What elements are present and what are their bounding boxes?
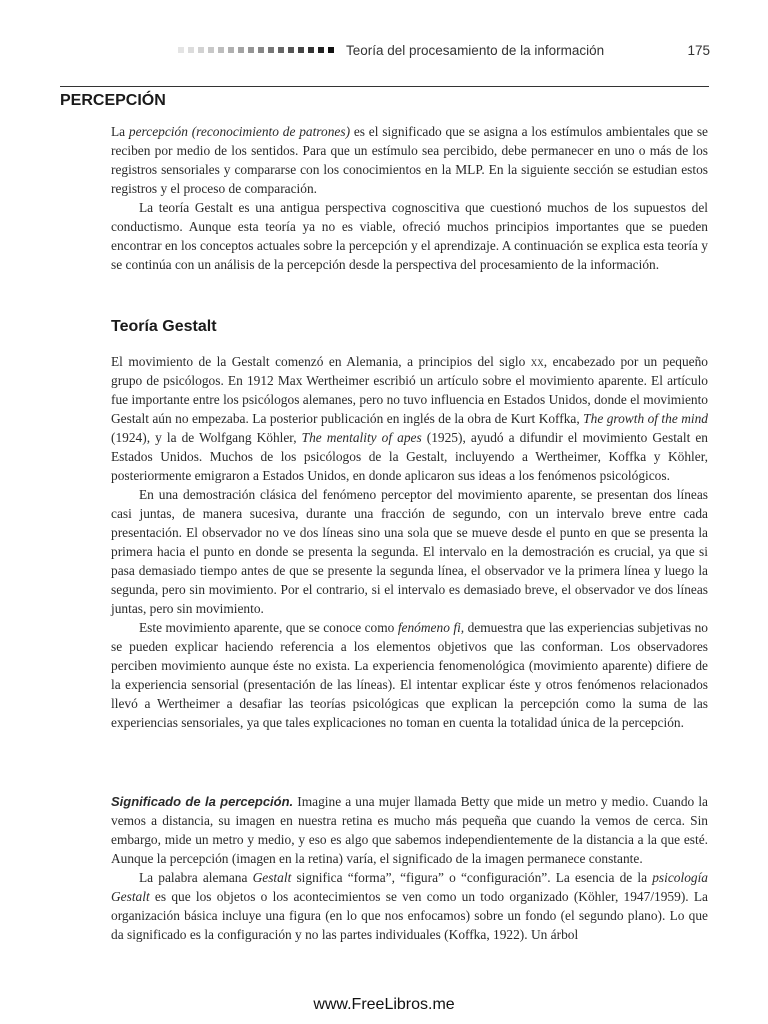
running-header [178,40,710,60]
gestalt-paragraph-1: El movimiento de la Gestalt comenzó en Alemania, a principios del siglo xx, encabezado por un pequeño grupo de psicólogos. En 1912 Max Wertheimer escribió un artículo sobre el movimiento aparente. El artículo fue importante entre los psicólogos alemanes, pero no tuvo influencia en Estados Unidos, donde el movimiento Gestalt aún no empezaba. La posterior publicación en inglés de la obra de Kurt Koffka, The growth of the mind (1924), y la de Wolfgang Köhler, The mentality of apes (1925), ayudó a difundir el movimiento Gestalt en Estados Unidos. Muchos de los psicólogos de la Gestalt, incluyendo a Wertheimer, Koffka y Köhler, posteriormente emigraron a Estados Unidos, en donde aplicaron sus ideas a los fenómenos psicológicos. [111,354,709,483]
intro-paragraph-2: La teoría Gestalt es una antigua perspectiva cognoscitiva que cuestionó muchos de los supuestos del conductismo. Aunque esta teoría ya no es viable, ofreció muchos principios importantes que se pueden encontrar en los conceptos actuales sobre la percepción y el aprendizaje. A continuación se explica esta teoría y se continúa con un análisis de la percepción desde la perspectiva del procesamiento de la información. [111,200,708,272]
header-dot [268,47,274,53]
header-rule [60,86,709,87]
significado-text [111,792,708,944]
header-dot [218,47,224,53]
running-title: Teoría del procesamiento de la información [346,42,605,58]
gestalt-text [111,352,708,732]
footer-url: www.FreeLibros.me [313,996,455,1013]
subsection-title: Teoría Gestalt [111,318,217,335]
header-dot [298,47,304,53]
header-dot [278,47,284,53]
section-title: PERCEPCIÓN [60,92,166,109]
header-dot [208,47,214,53]
significado-paragraph-1: Significado de la percepción. Imagine a una mujer llamada Betty que mide un metro y medio. Cuando la vemos a distancia, su imagen en nuestra retina es mucho más pequeña que cuando la vemos de cerca. Sin embargo, mide un metro y medio, y eso es algo que sabemos independientemente de la distancia a la que esté. Aunque la percepción (imagen en la retina) varía, el significado de la imagen permanece constante. [111,794,708,866]
decorative-dots [178,47,334,53]
header-dot [188,47,194,53]
run-in-heading: Significado de la percepción. [111,794,294,809]
intro-text [111,122,708,274]
header-dot [198,47,204,53]
header-dot [308,47,314,53]
gestalt-paragraph-3: Este movimiento aparente, que se conoce como fenómeno fi, demuestra que las experiencias subjetivas no se pueden explicar haciendo referencia a los elementos objetivos que las conforman. Los observadores perciben movimiento aunque éste no exista. La experiencia fenomenológica (movimiento aparente) difiere de la experiencia sensorial (presentación de las líneas). El intentar explicar éste y otros fenómenos relacionados llevó a Wertheimer a desafiar las teorías psicológicas que explican la percepción como la suma de las experiencias sensoriales, ya que tales explicaciones no toman en cuenta la totalidad única de la percepción. [111,620,708,730]
page-number: 175 [687,42,710,58]
header-dot [238,47,244,53]
intro-paragraph-1: La percepción (reconocimiento de patrones) es el significado que se asigna a los estímulos ambientales que se reciben por medio de los sentidos. Para que un estímulo sea percibido, debe permanecer en uno o más de los registros sensoriales y compararse con los conocimientos en la MLP. En la siguiente sección se estudian estos registros y el proceso de comparación. [111,124,708,196]
significado-paragraph-2: La palabra alemana Gestalt significa “forma”, “figura” o “configuración”. La esencia de la psicología Gestalt es que los objetos o los acontecimientos se ven como un todo organizado (Köhler, 1947/1959). La organización básica incluye una figura (en lo que nos enfocamos) sobre un fondo (el segundo plano). Lo que da significado es la configuración y no las partes individuales (Koffka, 1922). Un árbol [111,870,708,942]
header-dot [178,47,184,53]
header-dot [248,47,254,53]
header-dot [318,47,324,53]
header-dot [228,47,234,53]
header-dot [258,47,264,53]
gestalt-paragraph-2: En una demostración clásica del fenómeno perceptor del movimiento aparente, se presentan dos líneas casi juntas, de manera sucesiva, durante una fracción de segundo, con un intervalo breve entre cada presentación. El observador no ve dos líneas sino una sola que se mueve desde el punto en que se presenta la primera hacia el punto en donde se presenta la segunda. El intervalo en la demostración es crucial, ya que si pasa demasiado tiempo antes de que se presente la segunda línea, el observador ve la primera línea y luego la segunda, pero sin movimiento. Por el contrario, si el intervalo es demasiado breve, el observador ve dos líneas juntas, pero sin movimiento. [111,487,708,616]
header-dot [288,47,294,53]
header-dot [328,47,334,53]
